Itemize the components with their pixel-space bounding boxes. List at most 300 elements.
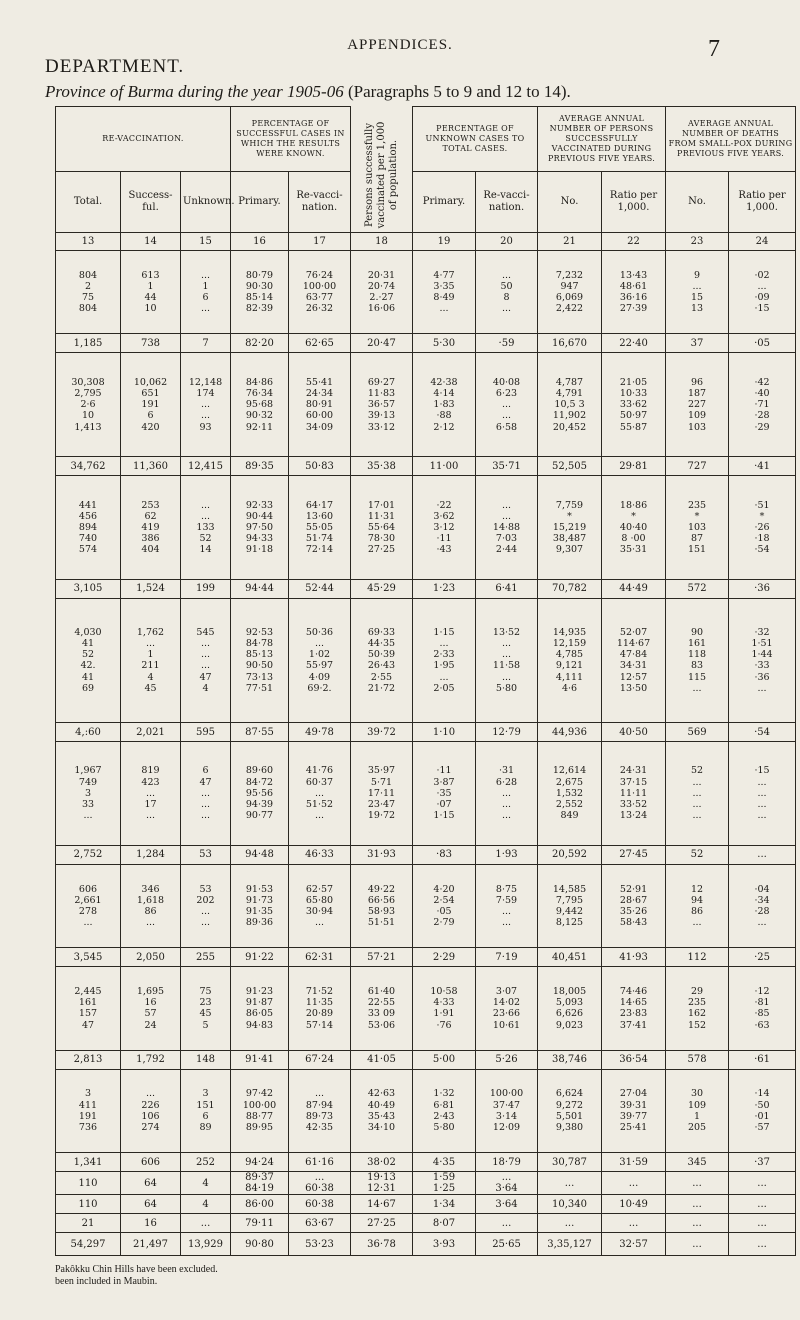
table-cell: 13·52 ... ... 11·58 ... 5·80 — [476, 598, 538, 722]
total-row — [56, 723, 796, 742]
table-cell: 76·24 100·00 63·77 26·32 — [289, 251, 351, 334]
table-cell: 90·80 — [231, 1233, 289, 1256]
table-cell: 12,148 174 ... ... 93 — [181, 353, 231, 457]
table-cell: 6·41 — [476, 579, 538, 598]
table-cell: ·22 3·62 3·12 ·11 ·43 — [413, 476, 476, 580]
table-cell: 1,524 — [121, 579, 181, 598]
table-cell: ·05 — [729, 334, 796, 353]
table-cell: 14,585 7,795 9,442 8,125 — [538, 864, 602, 947]
table-cell: 20,592 — [538, 845, 602, 864]
table-cell: 90 161 118 83 115 ... — [666, 598, 729, 722]
table-cell: 89·60 84·72 95·56 94·39 90·77 — [231, 742, 289, 846]
table-cell: 62·57 65·80 30·94 ... — [289, 864, 351, 947]
table-cell: ... — [666, 1195, 729, 1214]
table-cell: 1·34 — [413, 1195, 476, 1214]
table-cell: 35·71 — [476, 457, 538, 476]
table-cell: 252 — [181, 1153, 231, 1172]
table-row — [56, 1069, 796, 1152]
table-cell: 24·31 37·15 11·11 33·52 13·24 — [602, 742, 666, 846]
table-cell: 11·00 — [413, 457, 476, 476]
column-number: 21 — [538, 233, 602, 251]
table-cell: 38,746 — [538, 1050, 602, 1069]
table-cell: ... — [476, 1214, 538, 1233]
title-prefix: Province of Burma during the year 1905-06 — [45, 82, 344, 101]
table-cell: ... — [538, 1172, 602, 1195]
table-cell: 84·86 76·34 95·68 90·32 92·11 — [231, 353, 289, 457]
table-cell: ... — [538, 1214, 602, 1233]
table-cell: 346 1,618 86 ... — [121, 864, 181, 947]
table-cell: 80·79 90·30 85·14 82·39 — [231, 251, 289, 334]
table-cell: 53·23 — [289, 1233, 351, 1256]
table-cell: 13·43 48·61 36·16 27·39 — [602, 251, 666, 334]
table-cell: 8·75 7·59 ... ... — [476, 864, 538, 947]
table-cell: ·51 * ·26 ·18 ·54 — [729, 476, 796, 580]
table-cell: 255 — [181, 948, 231, 967]
column-number: 23 — [666, 233, 729, 251]
total-row — [56, 948, 796, 967]
table-cell: 34,762 — [56, 457, 121, 476]
table-cell: 7,759 * 15,219 38,487 9,307 — [538, 476, 602, 580]
table-cell: 6,624 9,272 5,501 9,380 — [538, 1069, 602, 1152]
table-cell: 4,030 41 52 42. 41 69 — [56, 598, 121, 722]
column-number: 16 — [231, 233, 289, 251]
table-cell: 4,:60 — [56, 723, 121, 742]
table-cell: ... 87·94 89·73 42·35 — [289, 1069, 351, 1152]
table-cell: ... 50 8 ... — [476, 251, 538, 334]
table-cell: 49·78 — [289, 723, 351, 742]
table-cell: 253 62 419 386 404 — [121, 476, 181, 580]
table-row — [56, 967, 796, 1050]
table-cell: 44,936 — [538, 723, 602, 742]
vaccination-table — [55, 106, 796, 1256]
table-cell: 4 — [181, 1195, 231, 1214]
table-cell: 62·31 — [289, 948, 351, 967]
table-cell: 36·78 — [351, 1233, 413, 1256]
column-number: 13 — [56, 233, 121, 251]
table-cell: 21,497 — [121, 1233, 181, 1256]
table-cell: 32·57 — [602, 1233, 666, 1256]
table-row — [56, 742, 796, 846]
subheader: No. — [538, 172, 602, 233]
column-number-row — [56, 233, 796, 251]
table-cell: 16 — [121, 1214, 181, 1233]
table-cell: 606 2,661 278 ... — [56, 864, 121, 947]
table-cell: 40·08 6·23 ... ... 6·58 — [476, 353, 538, 457]
table-cell: 3 411 191 736 — [56, 1069, 121, 1152]
table-cell: 2,813 — [56, 1050, 121, 1069]
table-cell: ... — [181, 1214, 231, 1233]
table-cell: ... — [666, 1172, 729, 1195]
table-cell: 2·29 — [413, 948, 476, 967]
total-row — [56, 579, 796, 598]
table-cell: 3·64 — [476, 1195, 538, 1214]
table-cell: 4·77 3·35 8·49 ... — [413, 251, 476, 334]
table-cell: 2,445 161 157 47 — [56, 967, 121, 1050]
table-cell: 5·30 — [413, 334, 476, 353]
table-cell: 92·33 90·44 97·50 94·33 91·18 — [231, 476, 289, 580]
table-cell: 1,695 16 57 24 — [121, 967, 181, 1050]
table-cell: 3·07 14·02 23·66 10·61 — [476, 967, 538, 1050]
table-cell: 10·58 4·33 1·91 ·76 — [413, 967, 476, 1050]
table-cell: 52·91 28·67 35·26 58·43 — [602, 864, 666, 947]
table-cell: ... 3·64 — [476, 1172, 538, 1195]
table-cell: 31·59 — [602, 1153, 666, 1172]
table-cell: ... — [602, 1172, 666, 1195]
table-cell: 7·19 — [476, 948, 538, 967]
table-cell: 1·15 ... 2·33 1·95 ... 2·05 — [413, 598, 476, 722]
table-cell: 46·33 — [289, 845, 351, 864]
table-row — [56, 476, 796, 580]
subheader: No. — [666, 172, 729, 233]
table-cell: 55·41 24·34 80·91 60·00 34·09 — [289, 353, 351, 457]
page-number: 7 — [708, 36, 720, 62]
column-number: 15 — [181, 233, 231, 251]
table-cell: 1,792 — [121, 1050, 181, 1069]
table-cell: 52 — [666, 845, 729, 864]
table-cell: 52 ... ... ... ... — [666, 742, 729, 846]
total-row — [56, 334, 796, 353]
table-cell: 75 23 45 5 — [181, 967, 231, 1050]
table-cell: 572 — [666, 579, 729, 598]
table-cell: 38·02 — [351, 1153, 413, 1172]
column-number: 18 — [351, 233, 413, 251]
table-cell: ·12 ·81 ·85 ·63 — [729, 967, 796, 1050]
footnote-line: Pakôkku Chin Hills have been excluded. — [55, 1264, 218, 1275]
table-cell: 10,340 — [538, 1195, 602, 1214]
table-cell: 7,232 947 6,069 2,422 — [538, 251, 602, 334]
table-cell: 61·40 22·55 33 09 53·06 — [351, 967, 413, 1050]
table-cell: 45·29 — [351, 579, 413, 598]
group-revaccination: RE-VACCINATION. — [56, 107, 231, 172]
table-cell: 40·50 — [602, 723, 666, 742]
table-cell: 71·52 11·35 20·89 57·14 — [289, 967, 351, 1050]
table-cell: 91·53 91·73 91·35 89·36 — [231, 864, 289, 947]
table-cell: 94·48 — [231, 845, 289, 864]
total-row — [56, 1195, 796, 1214]
subheader: Ratio per 1,000. — [602, 172, 666, 233]
table-cell: ·61 — [729, 1050, 796, 1069]
table-cell: 4·35 — [413, 1153, 476, 1172]
table-cell: 52·07 114·67 47·84 34·31 12·57 13·50 — [602, 598, 666, 722]
table-cell: 10·49 — [602, 1195, 666, 1214]
table-title — [45, 82, 571, 102]
table-cell: 5·26 — [476, 1050, 538, 1069]
grand-total-row — [56, 1233, 796, 1256]
table-cell: 819 423 ... 17 ... — [121, 742, 181, 846]
table-cell: 110 — [56, 1195, 121, 1214]
table-cell: 50·36 ... 1·02 55·97 4·09 69·2. — [289, 598, 351, 722]
table-cell: 21·05 10·33 33·62 50·97 55·87 — [602, 353, 666, 457]
table-cell: 53 202 ... ... — [181, 864, 231, 947]
table-cell: ·04 ·34 ·28 ... — [729, 864, 796, 947]
table-cell: 2,050 — [121, 948, 181, 967]
table-cell: 1,762 ... 1 211 4 45 — [121, 598, 181, 722]
table-cell: 41·05 — [351, 1050, 413, 1069]
table-cell: 87·55 — [231, 723, 289, 742]
table-cell: ... — [666, 1233, 729, 1256]
table-cell: 18·86 * 40·40 8 ·00 35·31 — [602, 476, 666, 580]
table-cell: 31·93 — [351, 845, 413, 864]
column-number: 14 — [121, 233, 181, 251]
table-cell: 9 ... 15 13 — [666, 251, 729, 334]
column-number: 22 — [602, 233, 666, 251]
table-cell: 36·54 — [602, 1050, 666, 1069]
table-cell: ... — [729, 1172, 796, 1195]
table-row — [56, 598, 796, 722]
table-cell: ·02 ... ·09 ·15 — [729, 251, 796, 334]
column-number: 17 — [289, 233, 351, 251]
table-body — [56, 251, 796, 1256]
subheader: Unknown. — [181, 172, 231, 233]
footnote — [55, 1264, 218, 1288]
table-cell: 52,505 — [538, 457, 602, 476]
table-cell: 1,967 749 3 33 ... — [56, 742, 121, 846]
table-cell: 20·47 — [351, 334, 413, 353]
table-cell: 30 109 1 205 — [666, 1069, 729, 1152]
table-cell: 1,284 — [121, 845, 181, 864]
table-cell: 54,297 — [56, 1233, 121, 1256]
group-pct-unknown: PERCENTAGE OF UNKNOWN CASES TO TOTAL CASES. — [413, 107, 538, 172]
table-cell: 64 — [121, 1172, 181, 1195]
table-cell: ·11 3·87 ·35 ·07 1·15 — [413, 742, 476, 846]
column-number: 19 — [413, 233, 476, 251]
table-cell: 3,35,127 — [538, 1233, 602, 1256]
table-cell: ... — [729, 1195, 796, 1214]
table-cell: ·31 6·28 ... ... ... — [476, 742, 538, 846]
table-cell: ·36 — [729, 579, 796, 598]
table-cell: 18,005 5,093 6,626 9,023 — [538, 967, 602, 1050]
column-number: 20 — [476, 233, 538, 251]
subheader: Primary. — [231, 172, 289, 233]
table-cell: ·14 ·50 ·01 ·57 — [729, 1069, 796, 1152]
table-cell: 110 — [56, 1172, 121, 1195]
table-row — [56, 864, 796, 947]
group-persons-per-1000: Persons successfully vaccinated per 1,000 of population. — [351, 107, 413, 233]
table-cell: 441 456 894 740 574 — [56, 476, 121, 580]
table-cell: 606 — [121, 1153, 181, 1172]
table-cell: 41·76 60·37 ... 51·52 ... — [289, 742, 351, 846]
table-cell: 96 187 227 109 103 — [666, 353, 729, 457]
table-cell: 727 — [666, 457, 729, 476]
table-cell: 53 — [181, 845, 231, 864]
group-avg-deaths: AVERAGE ANNUAL NUMBER OF DEATHS FROM SMALL-POX DURING PREVIOUS FIVE YEARS. — [666, 107, 796, 172]
table-cell: 3,545 — [56, 948, 121, 967]
table-cell: 64·17 13·60 55·05 51·74 72·14 — [289, 476, 351, 580]
table-cell: ... — [602, 1214, 666, 1233]
table-cell: 14,935 12,159 4,785 9,121 4,111 4·6 — [538, 598, 602, 722]
subheader: Primary. — [413, 172, 476, 233]
table-cell: 60·38 — [289, 1195, 351, 1214]
table-cell: 29·81 — [602, 457, 666, 476]
table-cell: 52·44 — [289, 579, 351, 598]
table-cell: 69·27 11·83 36·57 39·13 33·12 — [351, 353, 413, 457]
table-cell: 13,929 — [181, 1233, 231, 1256]
table-cell: ... — [729, 845, 796, 864]
table-cell: ·32 1·51 1·44 ·33 ·36 ... — [729, 598, 796, 722]
table-cell: 2,752 — [56, 845, 121, 864]
table-cell: 35·38 — [351, 457, 413, 476]
subheader: Ratio per 1,000. — [729, 172, 796, 233]
table-cell: 8·07 — [413, 1214, 476, 1233]
table-cell: 3·93 — [413, 1233, 476, 1256]
table-cell: 27·25 — [351, 1214, 413, 1233]
table-cell: 25·65 — [476, 1233, 538, 1256]
group-avg-persons: AVERAGE ANNUAL NUMBER OF PERSONS SUCCESSFULLY VACCINATED DURING PREVIOUS FIVE YEARS. — [538, 107, 666, 172]
table-cell: 61·16 — [289, 1153, 351, 1172]
table-cell: 6 47 ... ... ... — [181, 742, 231, 846]
table-cell: 21 — [56, 1214, 121, 1233]
table-cell: ·41 — [729, 457, 796, 476]
table-cell: 1·32 6·81 2·43 5·80 — [413, 1069, 476, 1152]
department-heading: DEPARTMENT. — [45, 56, 185, 77]
table-cell: 97·42 100·00 88·77 89·95 — [231, 1069, 289, 1152]
subheader: Re-vacci-nation. — [289, 172, 351, 233]
table-cell: ·59 — [476, 334, 538, 353]
table-cell: ·42 ·40 ·71 ·28 ·29 — [729, 353, 796, 457]
table-cell: 86·00 — [231, 1195, 289, 1214]
table-cell: 235 * 103 87 151 — [666, 476, 729, 580]
table-cell: 91·41 — [231, 1050, 289, 1069]
table-cell: 57·21 — [351, 948, 413, 967]
table-cell: 94·44 — [231, 579, 289, 598]
table-cell: 40,451 — [538, 948, 602, 967]
table-cell: ... 226 106 274 — [121, 1069, 181, 1152]
table-cell: 4·20 2·54 ·05 2·79 — [413, 864, 476, 947]
table-cell: 42·63 40·49 35·43 34·10 — [351, 1069, 413, 1152]
table-cell: 69·33 44·35 50·39 26·43 2·55 21·72 — [351, 598, 413, 722]
table-cell: 16,670 — [538, 334, 602, 353]
table-cell: 3,105 — [56, 579, 121, 598]
table-cell: 49·22 66·56 58·93 51·51 — [351, 864, 413, 947]
table-cell: 804 2 75 804 — [56, 251, 121, 334]
table-cell: 22·40 — [602, 334, 666, 353]
table-cell: 1·23 — [413, 579, 476, 598]
table-cell: 89·35 — [231, 457, 289, 476]
table-cell: 1,341 — [56, 1153, 121, 1172]
table-cell: ·83 — [413, 845, 476, 864]
title-suffix: (Paragraphs 5 to 9 and 12 to 14). — [347, 82, 571, 101]
table-cell: 94·24 — [231, 1153, 289, 1172]
table-cell: 74·46 14·65 23·83 37·41 — [602, 967, 666, 1050]
table-cell: ... ... 14·88 7·03 2·44 — [476, 476, 538, 580]
table-cell: 92·53 84·78 85·13 90·50 73·13 77·51 — [231, 598, 289, 722]
table-cell: 44·49 — [602, 579, 666, 598]
table-cell: 17·01 11·31 55·64 78·30 27·25 — [351, 476, 413, 580]
table-cell: 30,308 2,795 2·6 10 1,413 — [56, 353, 121, 457]
table-cell: ... — [729, 1233, 796, 1256]
table-cell: 67·24 — [289, 1050, 351, 1069]
table-cell: 41·93 — [602, 948, 666, 967]
table-cell: 4 — [181, 1172, 231, 1195]
total-row — [56, 457, 796, 476]
table-cell: ... — [729, 1214, 796, 1233]
group-pct-successful: PERCENTAGE OF SUCCESSFUL CASES IN WHICH THE RESULTS WERE KNOWN. — [231, 107, 351, 172]
table-cell: 50·83 — [289, 457, 351, 476]
table-cell: 63·67 — [289, 1214, 351, 1233]
appendix-heading: APPENDICES. — [347, 37, 453, 53]
table-cell: 62·65 — [289, 334, 351, 353]
total-row — [56, 1172, 796, 1195]
table-row — [56, 353, 796, 457]
table-cell: 18·79 — [476, 1153, 538, 1172]
table-cell: 1·10 — [413, 723, 476, 742]
table-cell: 569 — [666, 723, 729, 742]
table-cell: 7 — [181, 334, 231, 353]
table-cell: 35·97 5·71 17·11 23·47 19·72 — [351, 742, 413, 846]
table-cell: 738 — [121, 334, 181, 353]
table-cell: 12·79 — [476, 723, 538, 742]
table-cell: 3 151 6 89 — [181, 1069, 231, 1152]
table-cell: 199 — [181, 579, 231, 598]
table-cell: ·37 — [729, 1153, 796, 1172]
table-cell: 42·38 4·14 1·83 ·88 2·12 — [413, 353, 476, 457]
table-cell: 5·00 — [413, 1050, 476, 1069]
table-cell: 27·45 — [602, 845, 666, 864]
table-cell: ·54 — [729, 723, 796, 742]
table-cell: 2,021 — [121, 723, 181, 742]
table-cell: 595 — [181, 723, 231, 742]
table-cell: 27·04 39·31 39·77 25·41 — [602, 1069, 666, 1152]
table-cell: ·15 ... ... ... ... — [729, 742, 796, 846]
table-cell: ·25 — [729, 948, 796, 967]
table-cell: 91·22 — [231, 948, 289, 967]
table-cell: 82·20 — [231, 334, 289, 353]
table-cell: 37 — [666, 334, 729, 353]
table-cell: 578 — [666, 1050, 729, 1069]
table-cell: 545 ... ... ... 47 4 — [181, 598, 231, 722]
table-cell: 1·59 1·25 — [413, 1172, 476, 1195]
total-row — [56, 845, 796, 864]
table-cell: ... 60·38 — [289, 1172, 351, 1195]
total-row — [56, 1153, 796, 1172]
table-cell: ... — [666, 1214, 729, 1233]
table-cell: 12,614 2,675 1,532 2,552 849 — [538, 742, 602, 846]
table-cell: 148 — [181, 1050, 231, 1069]
subheader: Total. — [56, 172, 121, 233]
table-cell: 29 235 162 152 — [666, 967, 729, 1050]
table-cell: 12 94 86 ... — [666, 864, 729, 947]
table-cell: 613 1 44 10 — [121, 251, 181, 334]
table-cell: ... ... 133 52 14 — [181, 476, 231, 580]
table-cell: 112 — [666, 948, 729, 967]
table-cell: 1·93 — [476, 845, 538, 864]
table-cell: 345 — [666, 1153, 729, 1172]
subheader: Success-ful. — [121, 172, 181, 233]
table-cell: 79·11 — [231, 1214, 289, 1233]
total-row — [56, 1214, 796, 1233]
table-cell: 30,787 — [538, 1153, 602, 1172]
table-cell: 91·23 91·87 86·05 94·83 — [231, 967, 289, 1050]
table-cell: ... 1 6 ... — [181, 251, 231, 334]
table-cell: 100·00 37·47 3·14 12·09 — [476, 1069, 538, 1152]
table-cell: 4,787 4,791 10,5 3 11,902 20,452 — [538, 353, 602, 457]
table-cell: 39·72 — [351, 723, 413, 742]
table-cell: 64 — [121, 1195, 181, 1214]
table-cell: 20·31 20·74 2.·27 16·06 — [351, 251, 413, 334]
total-row — [56, 1050, 796, 1069]
table-cell: 11,360 — [121, 457, 181, 476]
table-cell: 70,782 — [538, 579, 602, 598]
column-number: 24 — [729, 233, 796, 251]
table-cell: 1,185 — [56, 334, 121, 353]
footnote-line: been included in Maubin. — [55, 1276, 158, 1287]
table-cell: 14·67 — [351, 1195, 413, 1214]
table-cell: 10,062 651 191 6 420 — [121, 353, 181, 457]
subheader: Re-vacci-nation. — [476, 172, 538, 233]
table-cell: 19·13 12·31 — [351, 1172, 413, 1195]
table-cell: 89·37 84·19 — [231, 1172, 289, 1195]
table-cell: 12,415 — [181, 457, 231, 476]
